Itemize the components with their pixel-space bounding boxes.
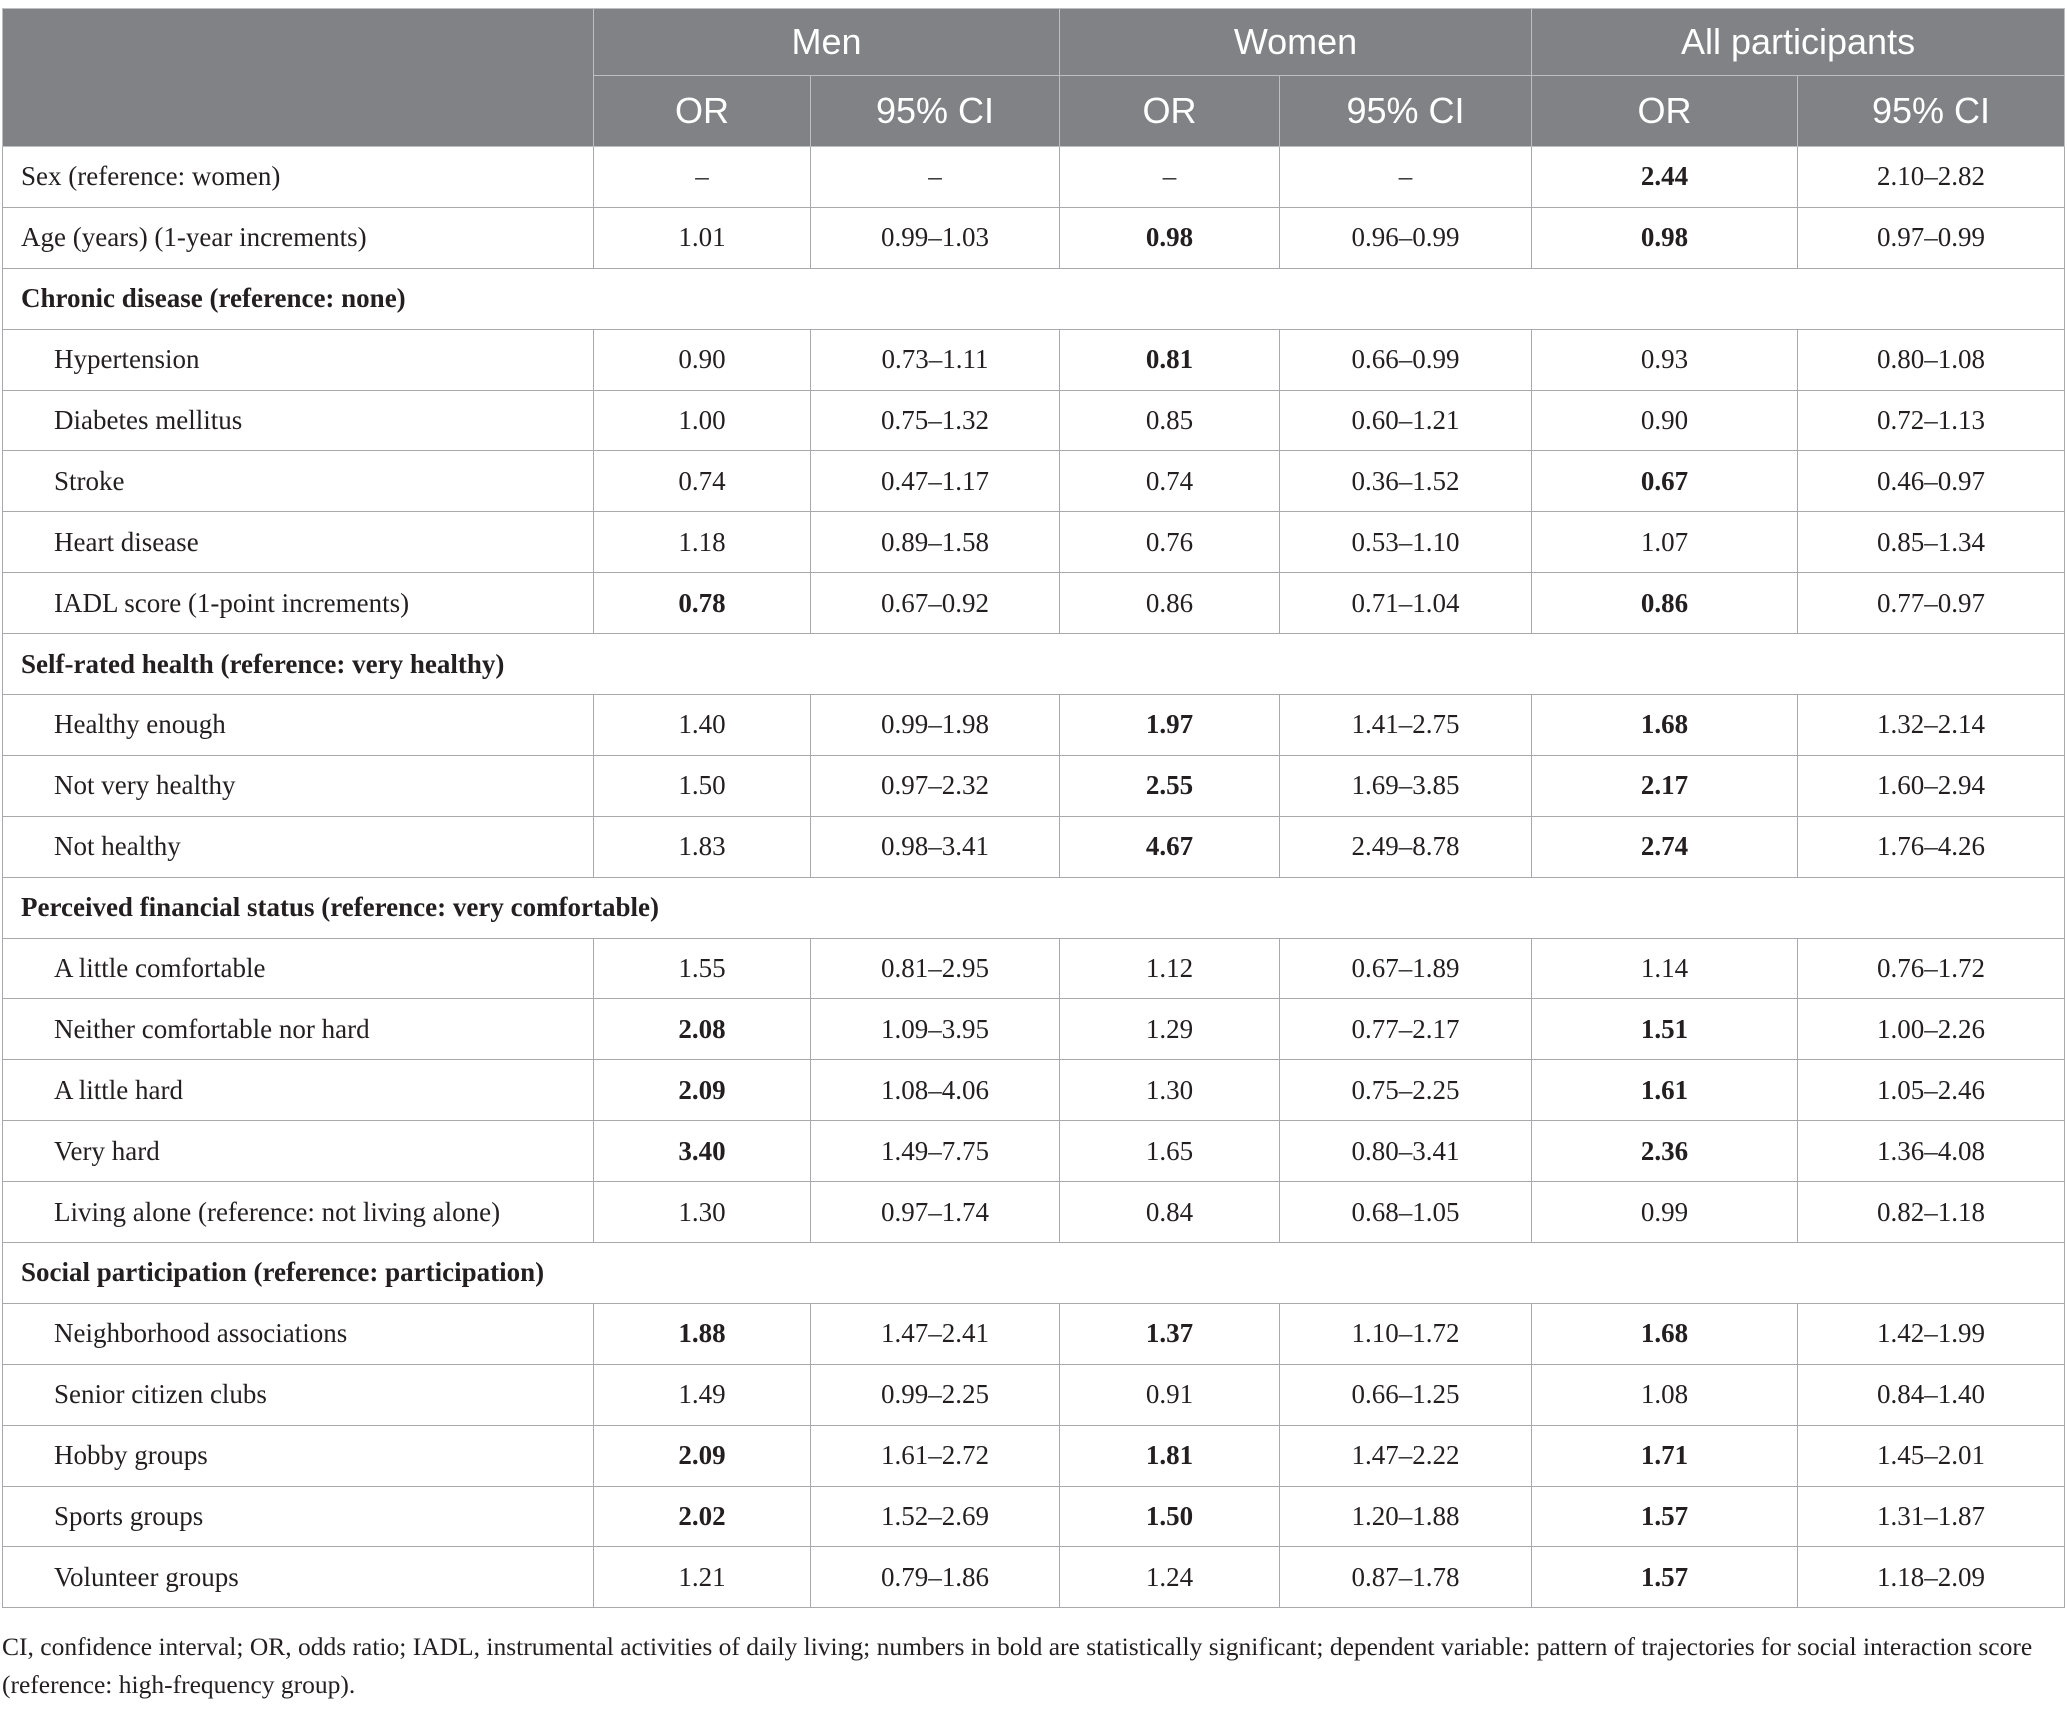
header-group-women: Women (1060, 9, 1532, 76)
cell-women-or: 1.50 (1060, 1486, 1280, 1547)
cell-men-ci: 0.75–1.32 (811, 390, 1060, 451)
cell-men-or: 0.78 (594, 573, 811, 634)
table-row (3, 938, 2065, 999)
row-label: Age (years) (1-year increments) (3, 207, 594, 268)
cell-women-or: 0.84 (1060, 1182, 1280, 1243)
cell-all-ci: 1.60–2.94 (1798, 755, 2065, 816)
cell-all-ci: 0.82–1.18 (1798, 1182, 2065, 1243)
cell-women-ci: 0.75–2.25 (1280, 1060, 1532, 1121)
table-row (3, 1060, 2065, 1121)
cell-women-ci: 2.49–8.78 (1280, 816, 1532, 877)
cell-all-ci: 1.18–2.09 (1798, 1547, 2065, 1608)
cell-women-ci: 1.41–2.75 (1280, 695, 1532, 756)
cell-women-or: 0.74 (1060, 451, 1280, 512)
table-row (3, 1121, 2065, 1182)
subheader-men-ci: 95% CI (811, 76, 1060, 147)
cell-women-ci: 0.67–1.89 (1280, 938, 1532, 999)
row-label: Neighborhood associations (3, 1303, 594, 1364)
cell-men-ci: 0.67–0.92 (811, 573, 1060, 634)
cell-women-or: – (1060, 147, 1280, 208)
cell-all-or: 1.51 (1532, 999, 1798, 1060)
cell-all-or: 0.93 (1532, 329, 1798, 390)
table-row (3, 1547, 2065, 1608)
table-row (3, 512, 2065, 573)
cell-all-or: 1.08 (1532, 1364, 1798, 1425)
cell-men-ci: 0.99–1.03 (811, 207, 1060, 268)
cell-all-or: 2.36 (1532, 1121, 1798, 1182)
subheader-all-ci: 95% CI (1798, 76, 2065, 147)
table-row (3, 329, 2065, 390)
cell-women-or: 1.12 (1060, 938, 1280, 999)
cell-women-or: 0.81 (1060, 329, 1280, 390)
table-row (3, 695, 2065, 756)
cell-women-ci: 0.77–2.17 (1280, 999, 1532, 1060)
row-label: Sports groups (3, 1486, 594, 1547)
cell-women-ci: 0.53–1.10 (1280, 512, 1532, 573)
cell-all-or: 1.68 (1532, 1303, 1798, 1364)
cell-men-or: 1.40 (594, 695, 811, 756)
cell-all-ci: 1.05–2.46 (1798, 1060, 2065, 1121)
cell-men-ci: 0.73–1.11 (811, 329, 1060, 390)
cell-men-ci: 1.52–2.69 (811, 1486, 1060, 1547)
row-label: Sex (reference: women) (3, 147, 594, 208)
cell-women-or: 0.91 (1060, 1364, 1280, 1425)
subheader-women-ci: 95% CI (1280, 76, 1532, 147)
cell-all-ci: 0.77–0.97 (1798, 573, 2065, 634)
cell-all-or: 0.98 (1532, 207, 1798, 268)
cell-women-or: 1.81 (1060, 1425, 1280, 1486)
cell-women-ci: – (1280, 147, 1532, 208)
cell-all-ci: 0.76–1.72 (1798, 938, 2065, 999)
cell-women-or: 1.24 (1060, 1547, 1280, 1608)
row-label: Diabetes mellitus (3, 390, 594, 451)
cell-all-or: 1.71 (1532, 1425, 1798, 1486)
cell-women-or: 1.29 (1060, 999, 1280, 1060)
table-row (3, 451, 2065, 512)
cell-men-or: 1.83 (594, 816, 811, 877)
cell-women-ci: 0.66–1.25 (1280, 1364, 1532, 1425)
cell-men-or: 1.50 (594, 755, 811, 816)
cell-men-or: 2.09 (594, 1060, 811, 1121)
table-row (3, 816, 2065, 877)
subheader-men-or: OR (594, 76, 811, 147)
cell-women-or: 2.55 (1060, 755, 1280, 816)
table-row (3, 1364, 2065, 1425)
table-body (3, 147, 2065, 1608)
cell-all-ci: 0.46–0.97 (1798, 451, 2065, 512)
cell-women-ci: 1.10–1.72 (1280, 1303, 1532, 1364)
cell-women-or: 0.86 (1060, 573, 1280, 634)
cell-women-ci: 0.71–1.04 (1280, 573, 1532, 634)
row-label: Hobby groups (3, 1425, 594, 1486)
header-group-all-participants: All participants (1532, 9, 2065, 76)
cell-women-ci: 1.47–2.22 (1280, 1425, 1532, 1486)
cell-women-ci: 0.68–1.05 (1280, 1182, 1532, 1243)
cell-all-or: 1.57 (1532, 1486, 1798, 1547)
cell-men-ci: 1.49–7.75 (811, 1121, 1060, 1182)
cell-women-ci: 1.69–3.85 (1280, 755, 1532, 816)
cell-women-ci: 0.80–3.41 (1280, 1121, 1532, 1182)
row-label: Stroke (3, 451, 594, 512)
cell-men-or: 1.88 (594, 1303, 811, 1364)
section-header-row (3, 1243, 2065, 1304)
table-row (3, 573, 2065, 634)
cell-all-or: 1.61 (1532, 1060, 1798, 1121)
cell-all-or: 1.68 (1532, 695, 1798, 756)
row-label: Very hard (3, 1121, 594, 1182)
cell-men-ci: 0.98–3.41 (811, 816, 1060, 877)
table-row (3, 755, 2065, 816)
cell-men-or: 3.40 (594, 1121, 811, 1182)
cell-men-or: 2.08 (594, 999, 811, 1060)
cell-men-ci: 0.79–1.86 (811, 1547, 1060, 1608)
table-row (3, 1182, 2065, 1243)
cell-women-or: 1.65 (1060, 1121, 1280, 1182)
cell-men-or: 0.90 (594, 329, 811, 390)
cell-men-ci: 0.81–2.95 (811, 938, 1060, 999)
cell-men-or: 1.01 (594, 207, 811, 268)
row-label: A little comfortable (3, 938, 594, 999)
table-footnote: CI, confidence interval; OR, odds ratio; IADL, instrumental activities of daily living; numbers in bold are statistically significant; dependent variable: pattern of trajectories for social interaction score (reference: high-frequency group). (2, 1632, 2033, 1699)
cell-all-or: 2.44 (1532, 147, 1798, 208)
header-corner-cell (3, 9, 594, 147)
table-row (3, 999, 2065, 1060)
cell-men-ci: 0.99–1.98 (811, 695, 1060, 756)
subheader-women-or: OR (1060, 76, 1280, 147)
cell-all-or: 2.17 (1532, 755, 1798, 816)
cell-women-or: 1.97 (1060, 695, 1280, 756)
cell-men-ci: 1.61–2.72 (811, 1425, 1060, 1486)
row-label: Hypertension (3, 329, 594, 390)
cell-all-or: 1.14 (1532, 938, 1798, 999)
cell-all-ci: 0.84–1.40 (1798, 1364, 2065, 1425)
section-header-row (3, 634, 2065, 695)
cell-men-ci: 1.47–2.41 (811, 1303, 1060, 1364)
results-table (2, 8, 2065, 1608)
cell-men-ci: 0.97–1.74 (811, 1182, 1060, 1243)
section-header-row (3, 877, 2065, 938)
header-group-row (3, 9, 2065, 76)
cell-men-or: 1.30 (594, 1182, 811, 1243)
row-label: Volunteer groups (3, 1547, 594, 1608)
cell-women-ci: 1.20–1.88 (1280, 1486, 1532, 1547)
cell-all-ci: 1.36–4.08 (1798, 1121, 2065, 1182)
section-label: Social participation (reference: participation) (3, 1243, 2065, 1304)
cell-all-or: 1.07 (1532, 512, 1798, 573)
table-row (3, 147, 2065, 208)
header-group-men: Men (594, 9, 1060, 76)
cell-men-or: 1.21 (594, 1547, 811, 1608)
row-label: Not very healthy (3, 755, 594, 816)
cell-all-or: 0.99 (1532, 1182, 1798, 1243)
row-label: Heart disease (3, 512, 594, 573)
cell-all-or: 0.90 (1532, 390, 1798, 451)
row-label: Senior citizen clubs (3, 1364, 594, 1425)
cell-women-ci: 0.96–0.99 (1280, 207, 1532, 268)
row-label: Living alone (reference: not living alone) (3, 1182, 594, 1243)
cell-men-or: – (594, 147, 811, 208)
cell-men-ci: 1.08–4.06 (811, 1060, 1060, 1121)
table-row (3, 1303, 2065, 1364)
cell-men-or: 1.18 (594, 512, 811, 573)
cell-men-or: 2.09 (594, 1425, 811, 1486)
cell-women-ci: 0.87–1.78 (1280, 1547, 1532, 1608)
cell-women-or: 1.30 (1060, 1060, 1280, 1121)
cell-all-ci: 0.72–1.13 (1798, 390, 2065, 451)
cell-women-or: 4.67 (1060, 816, 1280, 877)
cell-men-ci: 0.99–2.25 (811, 1364, 1060, 1425)
cell-women-or: 1.37 (1060, 1303, 1280, 1364)
cell-all-or: 0.67 (1532, 451, 1798, 512)
cell-all-ci: 1.45–2.01 (1798, 1425, 2065, 1486)
cell-all-ci: 2.10–2.82 (1798, 147, 2065, 208)
subheader-all-or: OR (1532, 76, 1798, 147)
section-label: Chronic disease (reference: none) (3, 268, 2065, 329)
cell-men-or: 1.00 (594, 390, 811, 451)
cell-women-ci: 0.66–0.99 (1280, 329, 1532, 390)
cell-all-ci: 1.76–4.26 (1798, 816, 2065, 877)
section-label: Perceived financial status (reference: very comfortable) (3, 877, 2065, 938)
cell-women-ci: 0.60–1.21 (1280, 390, 1532, 451)
cell-men-ci: 0.97–2.32 (811, 755, 1060, 816)
cell-women-or: 0.76 (1060, 512, 1280, 573)
table-header (3, 9, 2065, 147)
row-label: IADL score (1-point increments) (3, 573, 594, 634)
section-header-row (3, 268, 2065, 329)
row-label: Neither comfortable nor hard (3, 999, 594, 1060)
cell-women-or: 0.98 (1060, 207, 1280, 268)
cell-men-or: 0.74 (594, 451, 811, 512)
cell-all-ci: 1.00–2.26 (1798, 999, 2065, 1060)
section-label: Self-rated health (reference: very healthy) (3, 634, 2065, 695)
cell-all-ci: 0.97–0.99 (1798, 207, 2065, 268)
cell-men-ci: – (811, 147, 1060, 208)
cell-all-or: 1.57 (1532, 1547, 1798, 1608)
cell-men-ci: 0.89–1.58 (811, 512, 1060, 573)
cell-all-or: 0.86 (1532, 573, 1798, 634)
cell-all-or: 2.74 (1532, 816, 1798, 877)
row-label: Not healthy (3, 816, 594, 877)
row-label: Healthy enough (3, 695, 594, 756)
cell-all-ci: 1.42–1.99 (1798, 1303, 2065, 1364)
cell-all-ci: 0.80–1.08 (1798, 329, 2065, 390)
cell-men-or: 1.55 (594, 938, 811, 999)
cell-women-ci: 0.36–1.52 (1280, 451, 1532, 512)
cell-men-ci: 1.09–3.95 (811, 999, 1060, 1060)
row-label: A little hard (3, 1060, 594, 1121)
table-row (3, 1486, 2065, 1547)
cell-men-or: 1.49 (594, 1364, 811, 1425)
table-row (3, 1425, 2065, 1486)
cell-men-ci: 0.47–1.17 (811, 451, 1060, 512)
cell-all-ci: 1.31–1.87 (1798, 1486, 2065, 1547)
cell-women-or: 0.85 (1060, 390, 1280, 451)
table-row (3, 390, 2065, 451)
table-row (3, 207, 2065, 268)
cell-all-ci: 0.85–1.34 (1798, 512, 2065, 573)
cell-all-ci: 1.32–2.14 (1798, 695, 2065, 756)
cell-men-or: 2.02 (594, 1486, 811, 1547)
